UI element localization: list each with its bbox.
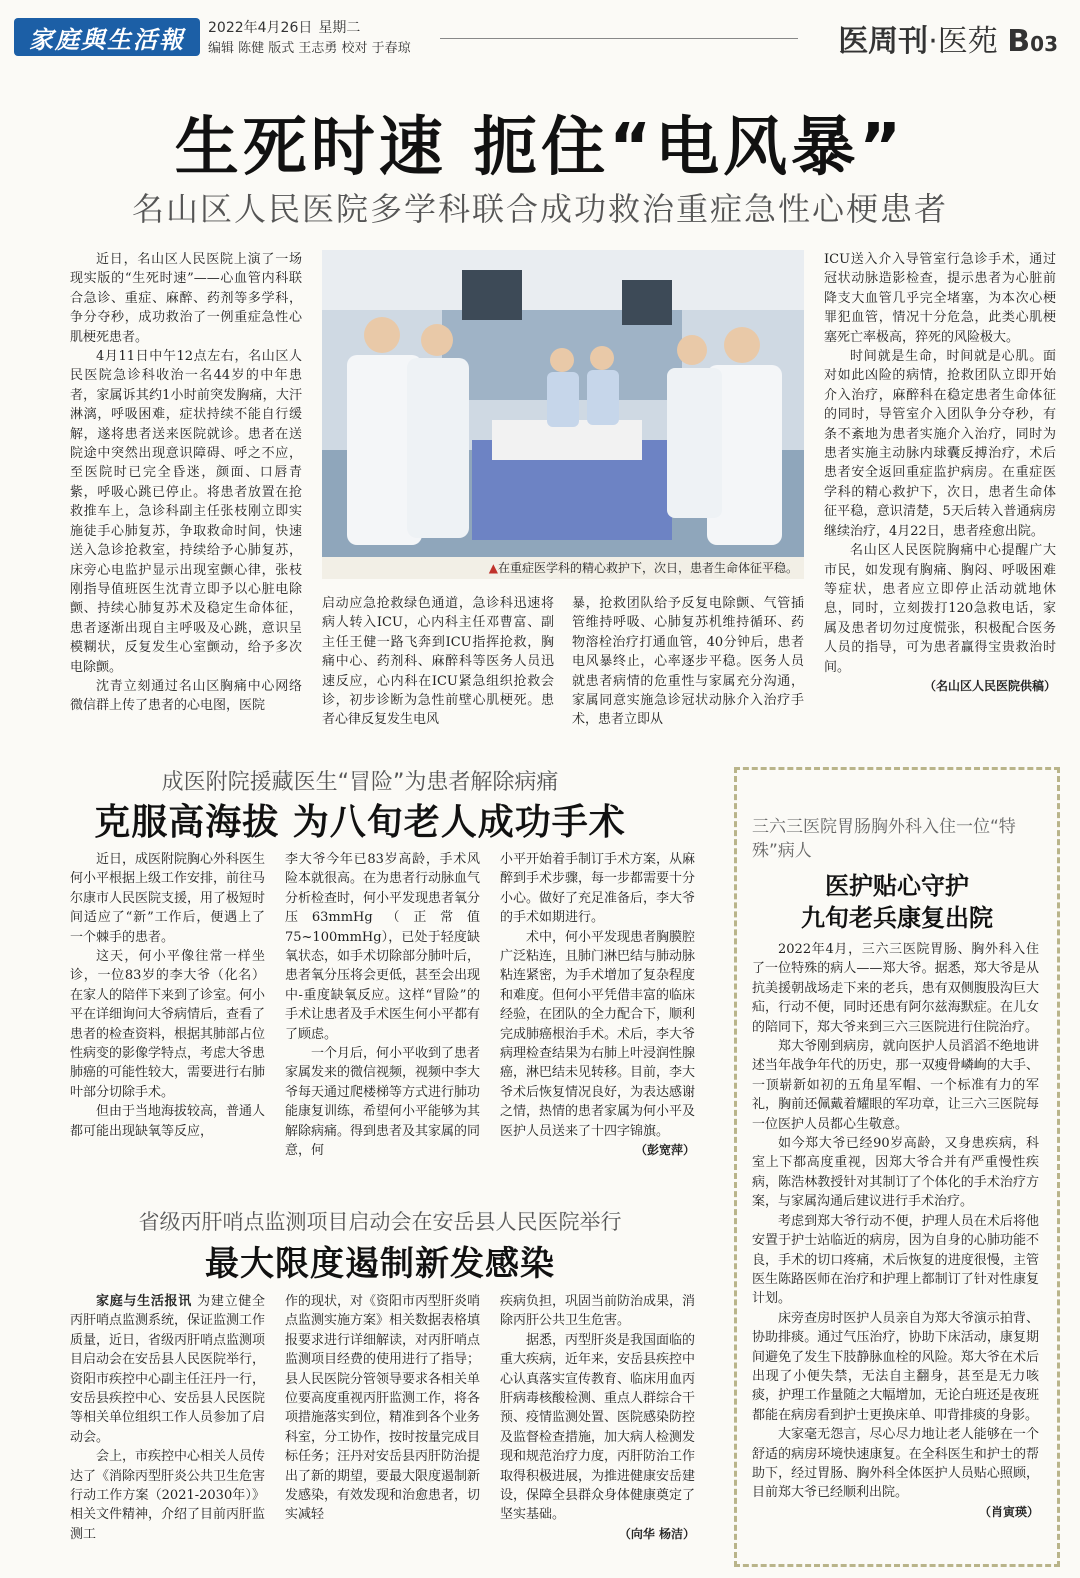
paragraph: 家庭与生活报讯 为建立健全丙肝哨点监测系统，保证监测工作质量，近日，省级丙肝哨点监测项目启动会在安岳县人民医院举行，资阳市疾控中心副主任汪丹一行，安岳县疾控中心、安岳县人民医院等相关单位组织工作人员参加了启动会。 xyxy=(70,1294,265,1445)
section-tag: 医周刊·医苑 B03 xyxy=(838,24,1058,59)
staff-credits: 编辑 陈健 版式 王志勇 校对 于春琼 xyxy=(208,41,411,56)
article4-kicker: 三六三医院胃肠胸外科入住一位“特殊”病人 xyxy=(752,817,1016,861)
paragraph: 作的现状，对《资阳市丙型肝炎哨点监测实施方案》相关数据表格填报要求进行详细解读，对丙肝哨点监测项目经费的使用进行了指导；县人民医院分管领导要求各相关单位要高度重视丙肝监测工作，将各项措施落实到位，精准到各个业务科室，分工协作，按时按量完成目标任务；汪丹对安岳县丙肝防治提出了新的期望，要最大限度遏制新发感染，有效发现和治愈患者，切实减轻 xyxy=(285,1294,480,1523)
article2-title: 克服高海拔 为八旬老人成功手术 xyxy=(94,801,626,843)
paragraph: 床旁查房时医护人员亲自为郑大爷演示拍背、协助排痰。通过气压治疗，协助下床活动，康复期间避免了发生下肢静脉血栓的风险。郑大爷在术后出现了小便失禁，无法自主翻身，甚至是无力咳痰，护理工作量随之大幅增加，无论白班还是夜班都能在病房看到护士更换床单、叩背排痰的身影。 xyxy=(752,1310,1039,1423)
article2-column-3 xyxy=(500,850,695,1178)
header-rule xyxy=(440,38,798,39)
paragraph: 据悉，丙型肝炎是我国面临的重大疾病，近年来，安岳县疾控中心认真落实宣传教育、临床用血丙肝病毒核酸检测、重点人群综合干预、疫情监测处置、医院感染防控及监督检查措施，加大病人检测发现和规范治疗力度，丙肝防治工作取得积极进展，为推进健康安岳建设，保障全县群众身体健康奠定了坚实基础。 xyxy=(500,1332,695,1523)
paragraph: 考虑到郑大爷行动不便，护理人员在术后将他安置于护士站临近的病房，因为自身的心肺功能不良，手术的切口疼痛，术后恢复的进度很慢，主管医生陈路医师在治疗和护理上都制订了针对性康复计划。 xyxy=(752,1213,1039,1307)
paragraph: 郑大爷刚到病房，就向医护人员滔滔不绝地讲述当年战争年代的历史，那一双瘦骨嶙峋的大手、一顶崭新如初的五角星军帽、一个标准有力的军礼，胸前还佩戴着耀眼的军功章，让三六三医院每一位医护人员都心生敬意。 xyxy=(752,1039,1039,1132)
paragraph: 术中，何小平发现患者胸膜腔广泛粘连，且肺门淋巴结与肺动脉粘连紧密，为手术增加了复杂程度和难度。但何小平凭借丰富的临床经验，在团队的全力配合下，顺利完成肺癌根治手术。术后，李大爷病理检查结果为右肺上叶浸润性腺癌，淋巴结未见转移。目前，李大爷术后恢复情况良好，为表达感谢之情，热情的患者家属为何小平及医护人员送来了十四字锦旗。 xyxy=(500,929,695,1139)
article4-column xyxy=(752,940,1039,1560)
article3-column-1 xyxy=(70,1292,265,1562)
paragraph: 大家毫无怨言，尽心尽力地让老人能够在一个舒适的病房环境快速康复。在全科医生和护士的帮助下，经过胃肠、胸外科全体医护人员贴心照顾，目前郑大爷已经顺利出院。 xyxy=(752,1427,1039,1501)
article1-column-1 xyxy=(70,250,302,728)
paragraph: 但由于当地海拔较高，普通人都可能出现缺氧等反应， xyxy=(70,1104,265,1139)
paragraph: ICU送入介入导管室行急诊手术，通过冠状动脉造影检查，提示患者为心脏前降支大血管几乎完全堵塞，为本次心梗罪犯血管，情况十分危急，此类心肌梗塞死亡率极高，猝死的风险极大。 xyxy=(824,252,1056,345)
paragraph: 近日，成医附院胸心外科医生何小平根据上级工作安排，前往马尔康市人民医院支援，用了极短时间适应了“新”工作后，便遇上了一个棘手的患者。 xyxy=(70,852,265,945)
article4-title-line1: 医护贴心守护 xyxy=(825,871,969,900)
paragraph: 小平开始着手制订手术方案，从麻醉到手术步骤，每一步都需要十分小心。做好了充足准备后，李大爷的手术如期进行。 xyxy=(500,852,695,926)
paragraph: 这天，何小平像往常一样坐诊，一位83岁的李大爷（化名）在家人的陪伴下来到了诊室。何小平在详细询问大爷病情后，查看了患者的检查资料，根据其肺部占位性病变的影像学特点，考虑大爷患肺癌的可能性较大，需要进行右肺叶部分切除手术。 xyxy=(70,949,265,1100)
paragraph: 如今郑大爷已经90岁高龄，又身患疾病，科室上下都高度重视，因郑大爷合并有严重慢性疾病，陈浩林教授针对其制订了个体化的手术治疗方案，与家属沟通后建议进行手术治疗。 xyxy=(752,1136,1039,1210)
newspaper-logo: 家庭與生活報 xyxy=(14,18,200,56)
triangle-icon: ▲ xyxy=(488,561,498,575)
paragraph: 时间就是生命，时间就是心肌。面对如此凶险的病情，抢救团队立即开始介入治疗，麻醉科在稳定患者生命体征的同时，导管室介入团队争分夺秒，有条不紊地为患者实施介入治疗，同时为患者实施主动脉内球囊反搏治疗，术后患者安全返回重症监护病房。在重症医学科的精心救护下，次日，患者生命体征平稳，意识清楚，5天后转入普通病房继续治疗，4月22日，患者痊愈出院。 xyxy=(824,349,1056,539)
article1-title: 生死时速 扼住“电风暴” xyxy=(174,111,906,185)
article1-column-3 xyxy=(572,594,804,728)
paragraph: 会上，市疾控中心相关人员传达了《消除丙型肝炎公共卫生危害行动工作方案（2021-2030年）》相关文件精神，介绍了目前丙肝监测工 xyxy=(70,1449,265,1542)
article3-title: 最大限度遏制新发感染 xyxy=(205,1244,555,1284)
paragraph: 暴，抢救团队给予反复电除颤、气管插管维持呼吸、心肺复苏机维持循环、药物溶栓治疗打通血管，40分钟后，患者电风暴终止，心率逐步平稳。医务人员就患者病情的危重性与家属充分沟通，家属同意实施急诊冠状动脉介入治疗手术，患者立即从 xyxy=(572,596,804,728)
paragraph: 近日，名山区人民医院上演了一场现实版的“生死时速”——心血管内科联合急诊、重症、麻醉、药剂等多学科，争分夺秒，成功救治了一例重症急性心肌梗死患者。 xyxy=(70,252,302,345)
paragraph: 沈青立刻通过名山区胸痛中心网络微信群上传了患者的心电图，医院 xyxy=(70,678,302,714)
article2-kicker: 成医附院援藏医生“冒险”为患者解除病痛 xyxy=(161,770,559,795)
paragraph: 一个月后，何小平收到了患者家属发来的微信视频，视频中李大爷每天通过爬楼梯等方式进行肺功能康复训练，希望何小平能够为其解除病痛。得到患者及其家属的同意，何 xyxy=(285,1046,480,1159)
paragraph: 李大爷今年已83岁高龄，手术风险本就很高。在为患者行动脉血气分析检查时，何小平发现患者氧分压63mmHg（正常值75~100mmHg），已处于轻度缺氧状态，如手术切除部分肺叶后，患者氧分压将会更低，甚至会出现中-重度缺氧反应。这样“冒险”的手术让患者及手术医生何小平都有了顾虑。 xyxy=(285,852,480,1042)
article-credit: （彭宽萍） xyxy=(634,1143,695,1158)
paragraph: 名山区人民医院胸痛中心提醒广大市民，如发现有胸痛、胸闷、呼吸困难等症状，患者应立即停止活动就地休息，同时，立刻拨打120急救电话，家属及患者切勿过度慌张，积极配合医务人员的指导，可为患者赢得宝贵救治时间。 xyxy=(824,543,1056,675)
article4-title-line2: 九旬老兵康复出院 xyxy=(801,903,993,932)
article-credit: （肖寅瑛） xyxy=(978,1504,1039,1519)
photo-caption: ▲在重症医学科的精心救护下，次日，患者生命体征平稳。 xyxy=(322,557,804,579)
article-credit: （名山区人民医院供稿） xyxy=(923,678,1056,693)
article3-kicker: 省级丙肝哨点监测项目启动会在安岳县人民医院举行 xyxy=(138,1210,622,1234)
article1-column-2 xyxy=(322,594,554,728)
paragraph: 4月11日中午12点左右，名山区人民医院急诊科收治一名44岁的中年患者，家属诉其约1小时前突发胸痛，大汗淋漓，呼吸困难，症状持续不能自行缓解，遂将患者送来医院就诊。患者在送院途中突然出现意识障碍、呼之不应，至医院时已完全昏迷，颜面、口唇青紫，呼吸心跳已停止。将患者放置在抢救推车上，急诊科副主任张枝刚立即实施徒手心肺复苏，争取救命时间，快速送入急诊抢救室，持续给予心肺复苏，床旁心电监护显示出现室颤心律，张枝刚指导值班医生沈青立即予以心脏电除颤、持续心肺复苏术及稳定生命体征，患者逐渐出现自主呼吸及心跳，意识呈模糊状，反复发生心室颤动，给予多次电除颤。 xyxy=(70,349,302,675)
article3-column-2 xyxy=(285,1292,480,1562)
article2-column-2 xyxy=(285,850,480,1178)
icu-photo xyxy=(322,250,804,575)
article3-column-3 xyxy=(500,1292,695,1562)
paragraph: 疾病负担，巩固当前防治成果，消除丙肝公共卫生危害。 xyxy=(500,1294,695,1329)
paragraph: 启动应急抢救绿色通道，急诊科迅速将病人转入ICU，心内科主任邓曹富、副主任王健一路飞奔到ICU指挥抢救，胸痛中心、药剂科、麻醉科等医务人员迅速反应，心内科在ICU紧急组织抢救会诊，初步诊断为急性前壁心肌梗死。患者心律反复发生电风 xyxy=(322,596,554,728)
article2-column-1 xyxy=(70,850,265,1178)
issue-date: 2022年4月26日 星期二 xyxy=(208,20,361,36)
article-credit: （向华 杨洁） xyxy=(618,1526,695,1541)
article1-subtitle: 名山区人民医院多学科联合成功救治重症急性心梗患者 xyxy=(131,190,948,228)
paragraph: 2022年4月，三六三医院胃肠、胸外科入住了一位特殊的病人——郑大爷。据悉，郑大爷是从抗美援朝战场走下来的老兵，患有双侧腹股沟巨大疝，行动不便，同时还患有阿尔兹海默症。在儿女的陪同下，郑大爷来到三六三医院进行住院治疗。 xyxy=(752,942,1039,1035)
masthead xyxy=(0,0,1080,70)
byline: 家庭与生活报讯 xyxy=(96,1294,198,1309)
article1-column-4 xyxy=(824,250,1056,720)
